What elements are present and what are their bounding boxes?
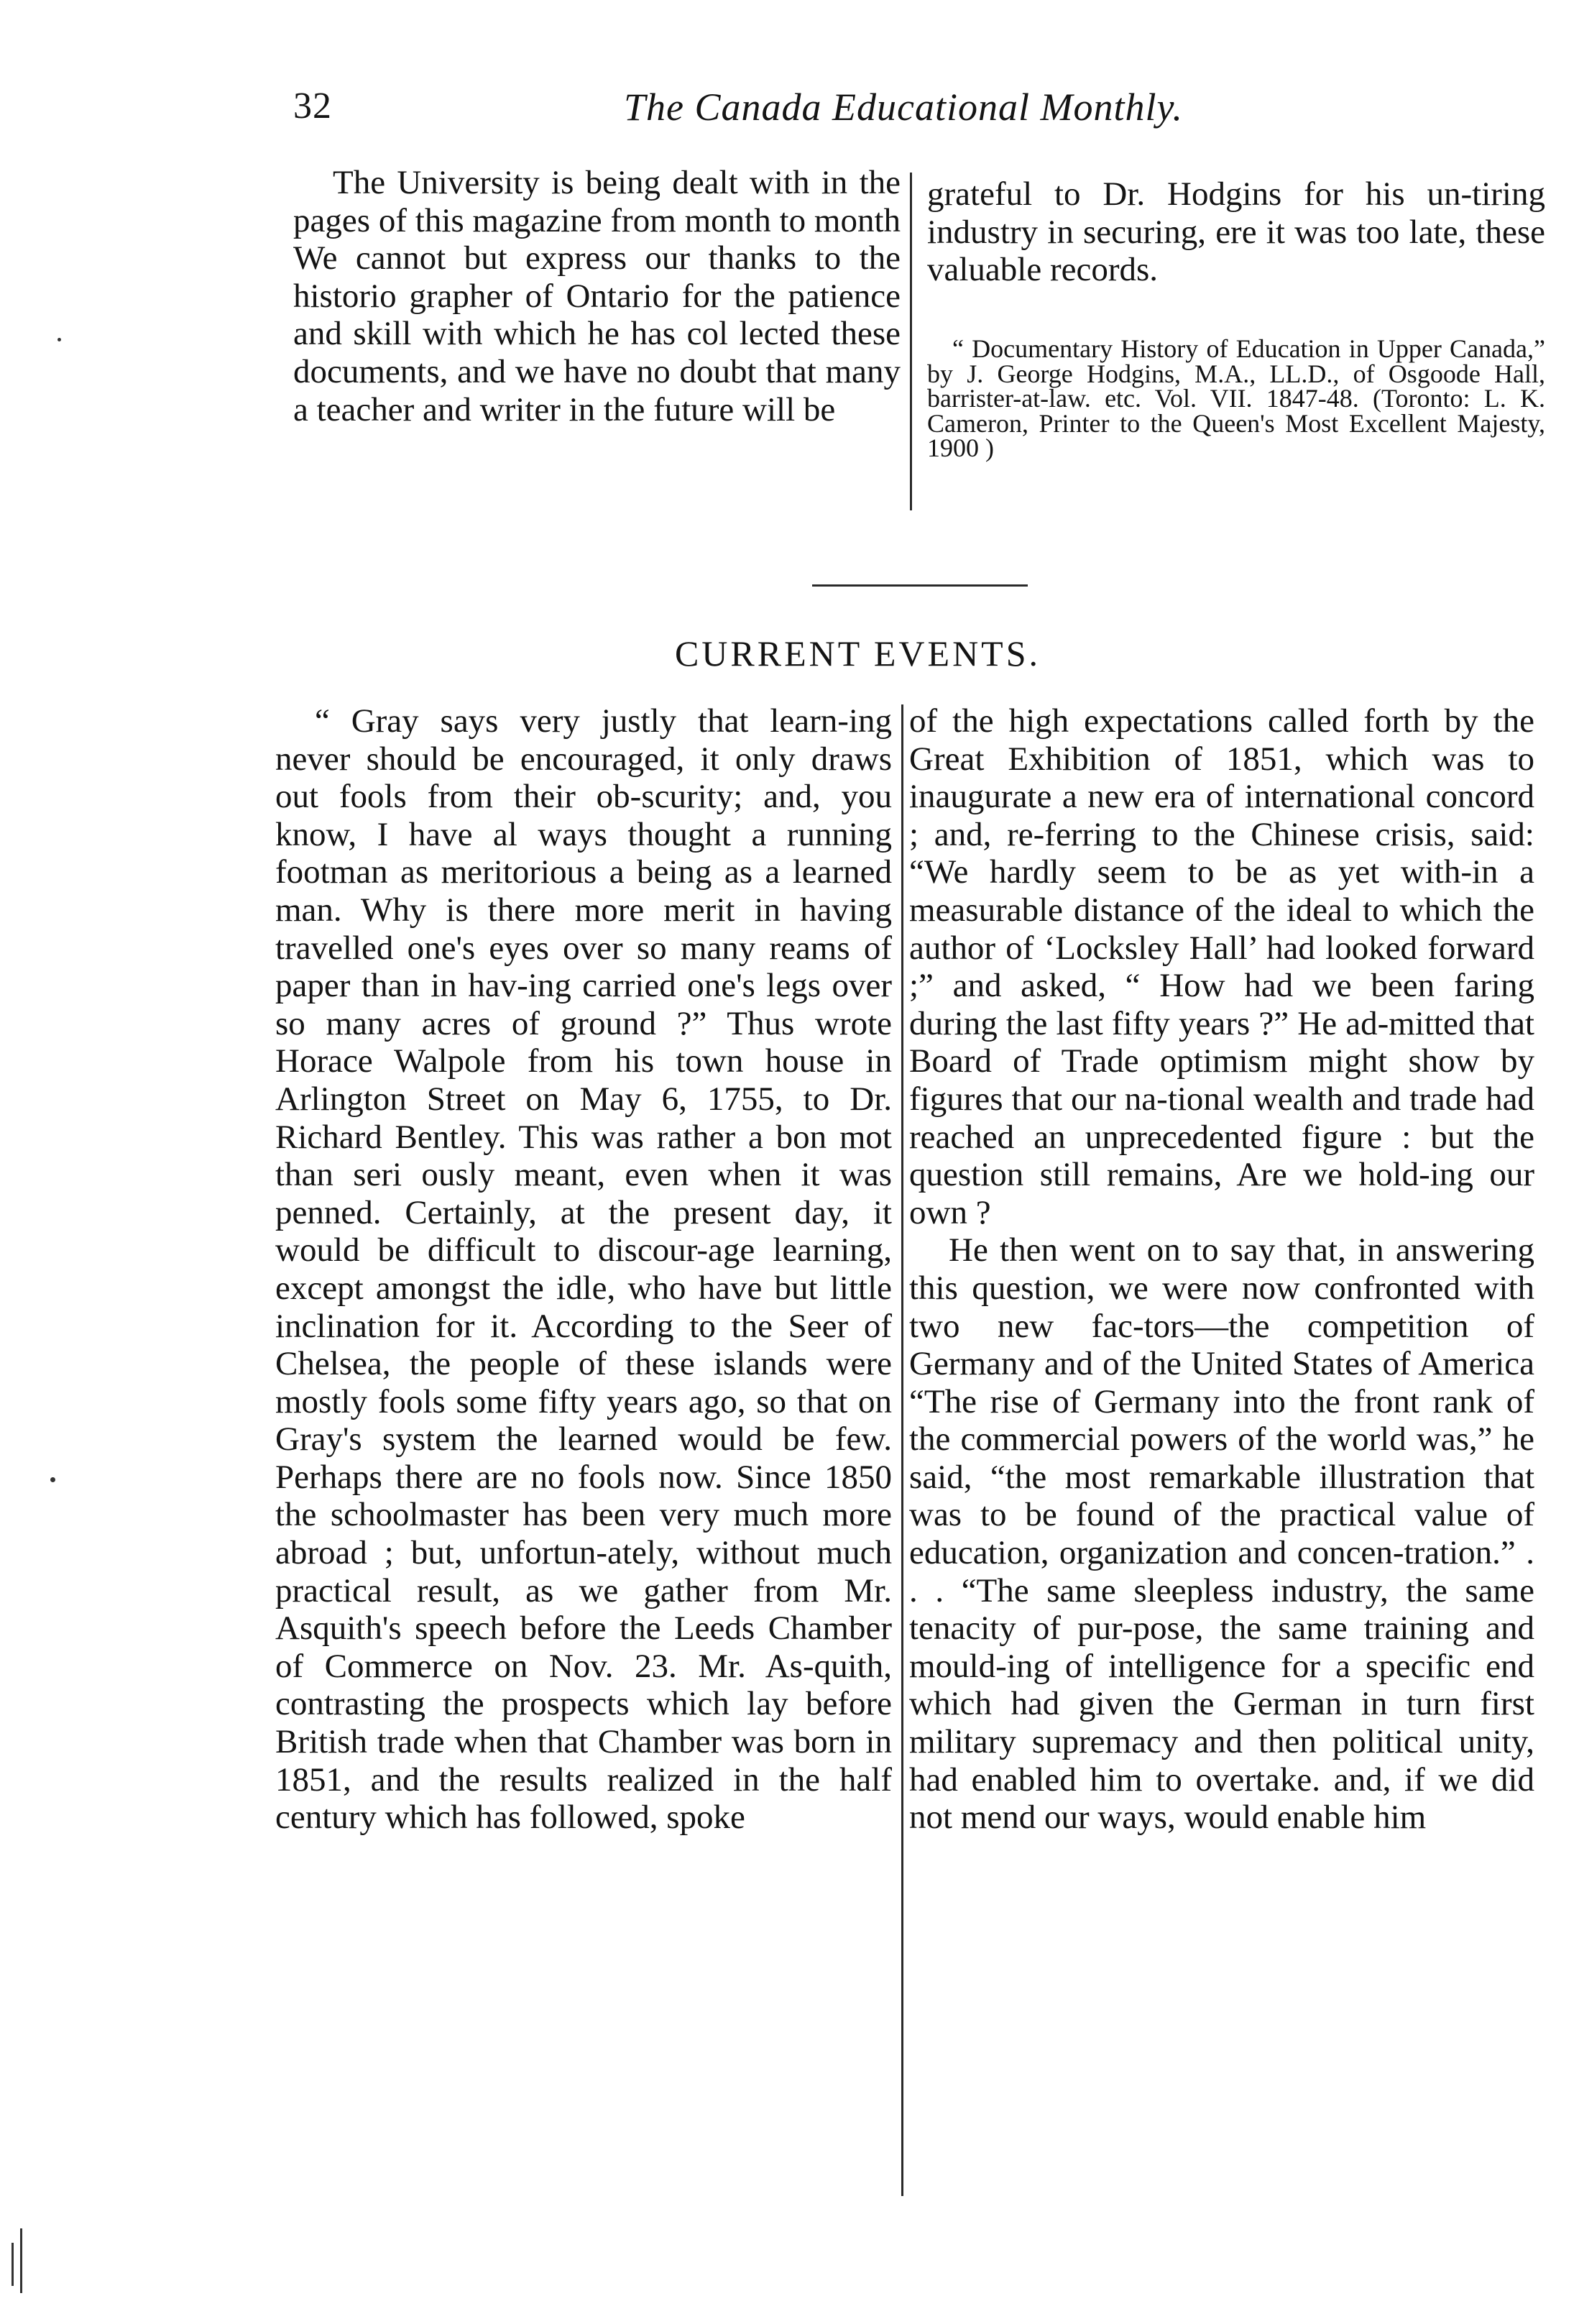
column-divider-main	[901, 704, 903, 2196]
walpole-paragraph: “ Gray says very justly that learn-ing never should be encouraged, it only draws out fools from their ob-scurity; and, you know, I have al ways thought a running footman as meritorious a being as a learned man. Why is there more merit in having travelled one's eyes over so many reams of paper than in hav-ing carried one's legs over so many acres of ground ?” Thus wrote Horace Walpole from his town house in Arlington Street on May 6, 1755, to Dr. Richard Bentley. This was rather a bon mot than seri ously meant, even when it was penned. Certainly, at the present day, it would be difficult to discour-age learning, except amongst the idle, who have but little inclination for it. According to the Seer of Chelsea, the people of these islands were mostly fools some fifty years ago, so that on Gray's system the learned would be few. Perhaps there are no fools now. Since 1850 the schoolmaster has been very much more abroad ; but, unfortun-ately, without much practical result, as we gather from Mr. Asquith's speech before the Leeds Chamber of Commerce on Nov. 23. Mr. As-quith, contrasting the prospects which lay before British trade when that Chamber was born in 1851, and the results realized in the half century which has followed, spoke	[275, 702, 892, 1837]
running-title: The Canada Educational Monthly.	[624, 86, 1183, 129]
asquith-germany-paragraph: He then went on to say that, in answering this question, we were now confronted with two new fac-tors—the competition of Germany and of the United States of America “The rise of Germany into the front rank of the commercial powers of the world was,” he said, “the most remarkable illustration that was to be found of the practical value of education, organization and concen-tration.” . . . “The same sleepless industry, the same tenacity of pur-pose, the same training and mould-ing of intelligence for a specific end which had given the German in turn first military supremacy and then political unity, had enabled him to overtake. and, if we did not mend our ways, would enable him	[909, 1231, 1534, 1837]
section-heading: CURRENT EVENTS.	[674, 633, 1041, 674]
current-events-left-column	[275, 702, 892, 2197]
page-number: 32	[293, 86, 332, 127]
scan-speck	[20, 2228, 22, 2293]
section-separator	[812, 584, 1028, 587]
university-paragraph-continued	[927, 175, 1545, 298]
university-continued-text: grateful to Dr. Hodgins for his un-tiring industry in securing, ere it was too late, these valuable records.	[927, 175, 1545, 289]
scan-speck	[11, 2243, 14, 2286]
university-paragraph	[293, 164, 901, 502]
column-divider-top	[910, 173, 912, 510]
university-text: The University is being dealt with in the pages of this magazine from month to month We cannot but express our thanks to the historio grapher of Ontario for the patience and skill with which he has col lected these documents, and we have no doubt that many a teacher and writer in the future will be	[293, 164, 901, 428]
current-events-right-column	[909, 702, 1534, 2197]
page-header	[293, 85, 1271, 142]
scan-speck	[57, 338, 61, 341]
asquith-paragraph-continued: of the high expectations called forth by the Great Exhibition of 1851, which was to inaugurate a new era of international concord ; and, re-ferring to the Chinese crisis, said: “We hardly seem to be as yet with-in a measurable distance of the ideal to which the author of ‘Locksley Hall’ had looked forward ;” and asked, “ How had we been faring during the last fifty years ?” He ad-mitted that Board of Trade optimism might show by figures that our na-tional wealth and trade had reached an unprecedented figure : but the question still remains, Are we hold-ing our own ?	[909, 702, 1534, 1231]
documentary-history-footnote	[927, 336, 1545, 523]
footnote-text: “ Documentary History of Education in Upper Canada,” by J. George Hodgins, M.A., LL.D., of Osgoode Hall, barrister-at-law. etc. Vol. VII. 1847-48. (Toronto: L. K. Cameron, Printer to the Queen's Most Excellent Majesty, 1900 )	[927, 334, 1545, 463]
scan-speck	[50, 1477, 55, 1482]
